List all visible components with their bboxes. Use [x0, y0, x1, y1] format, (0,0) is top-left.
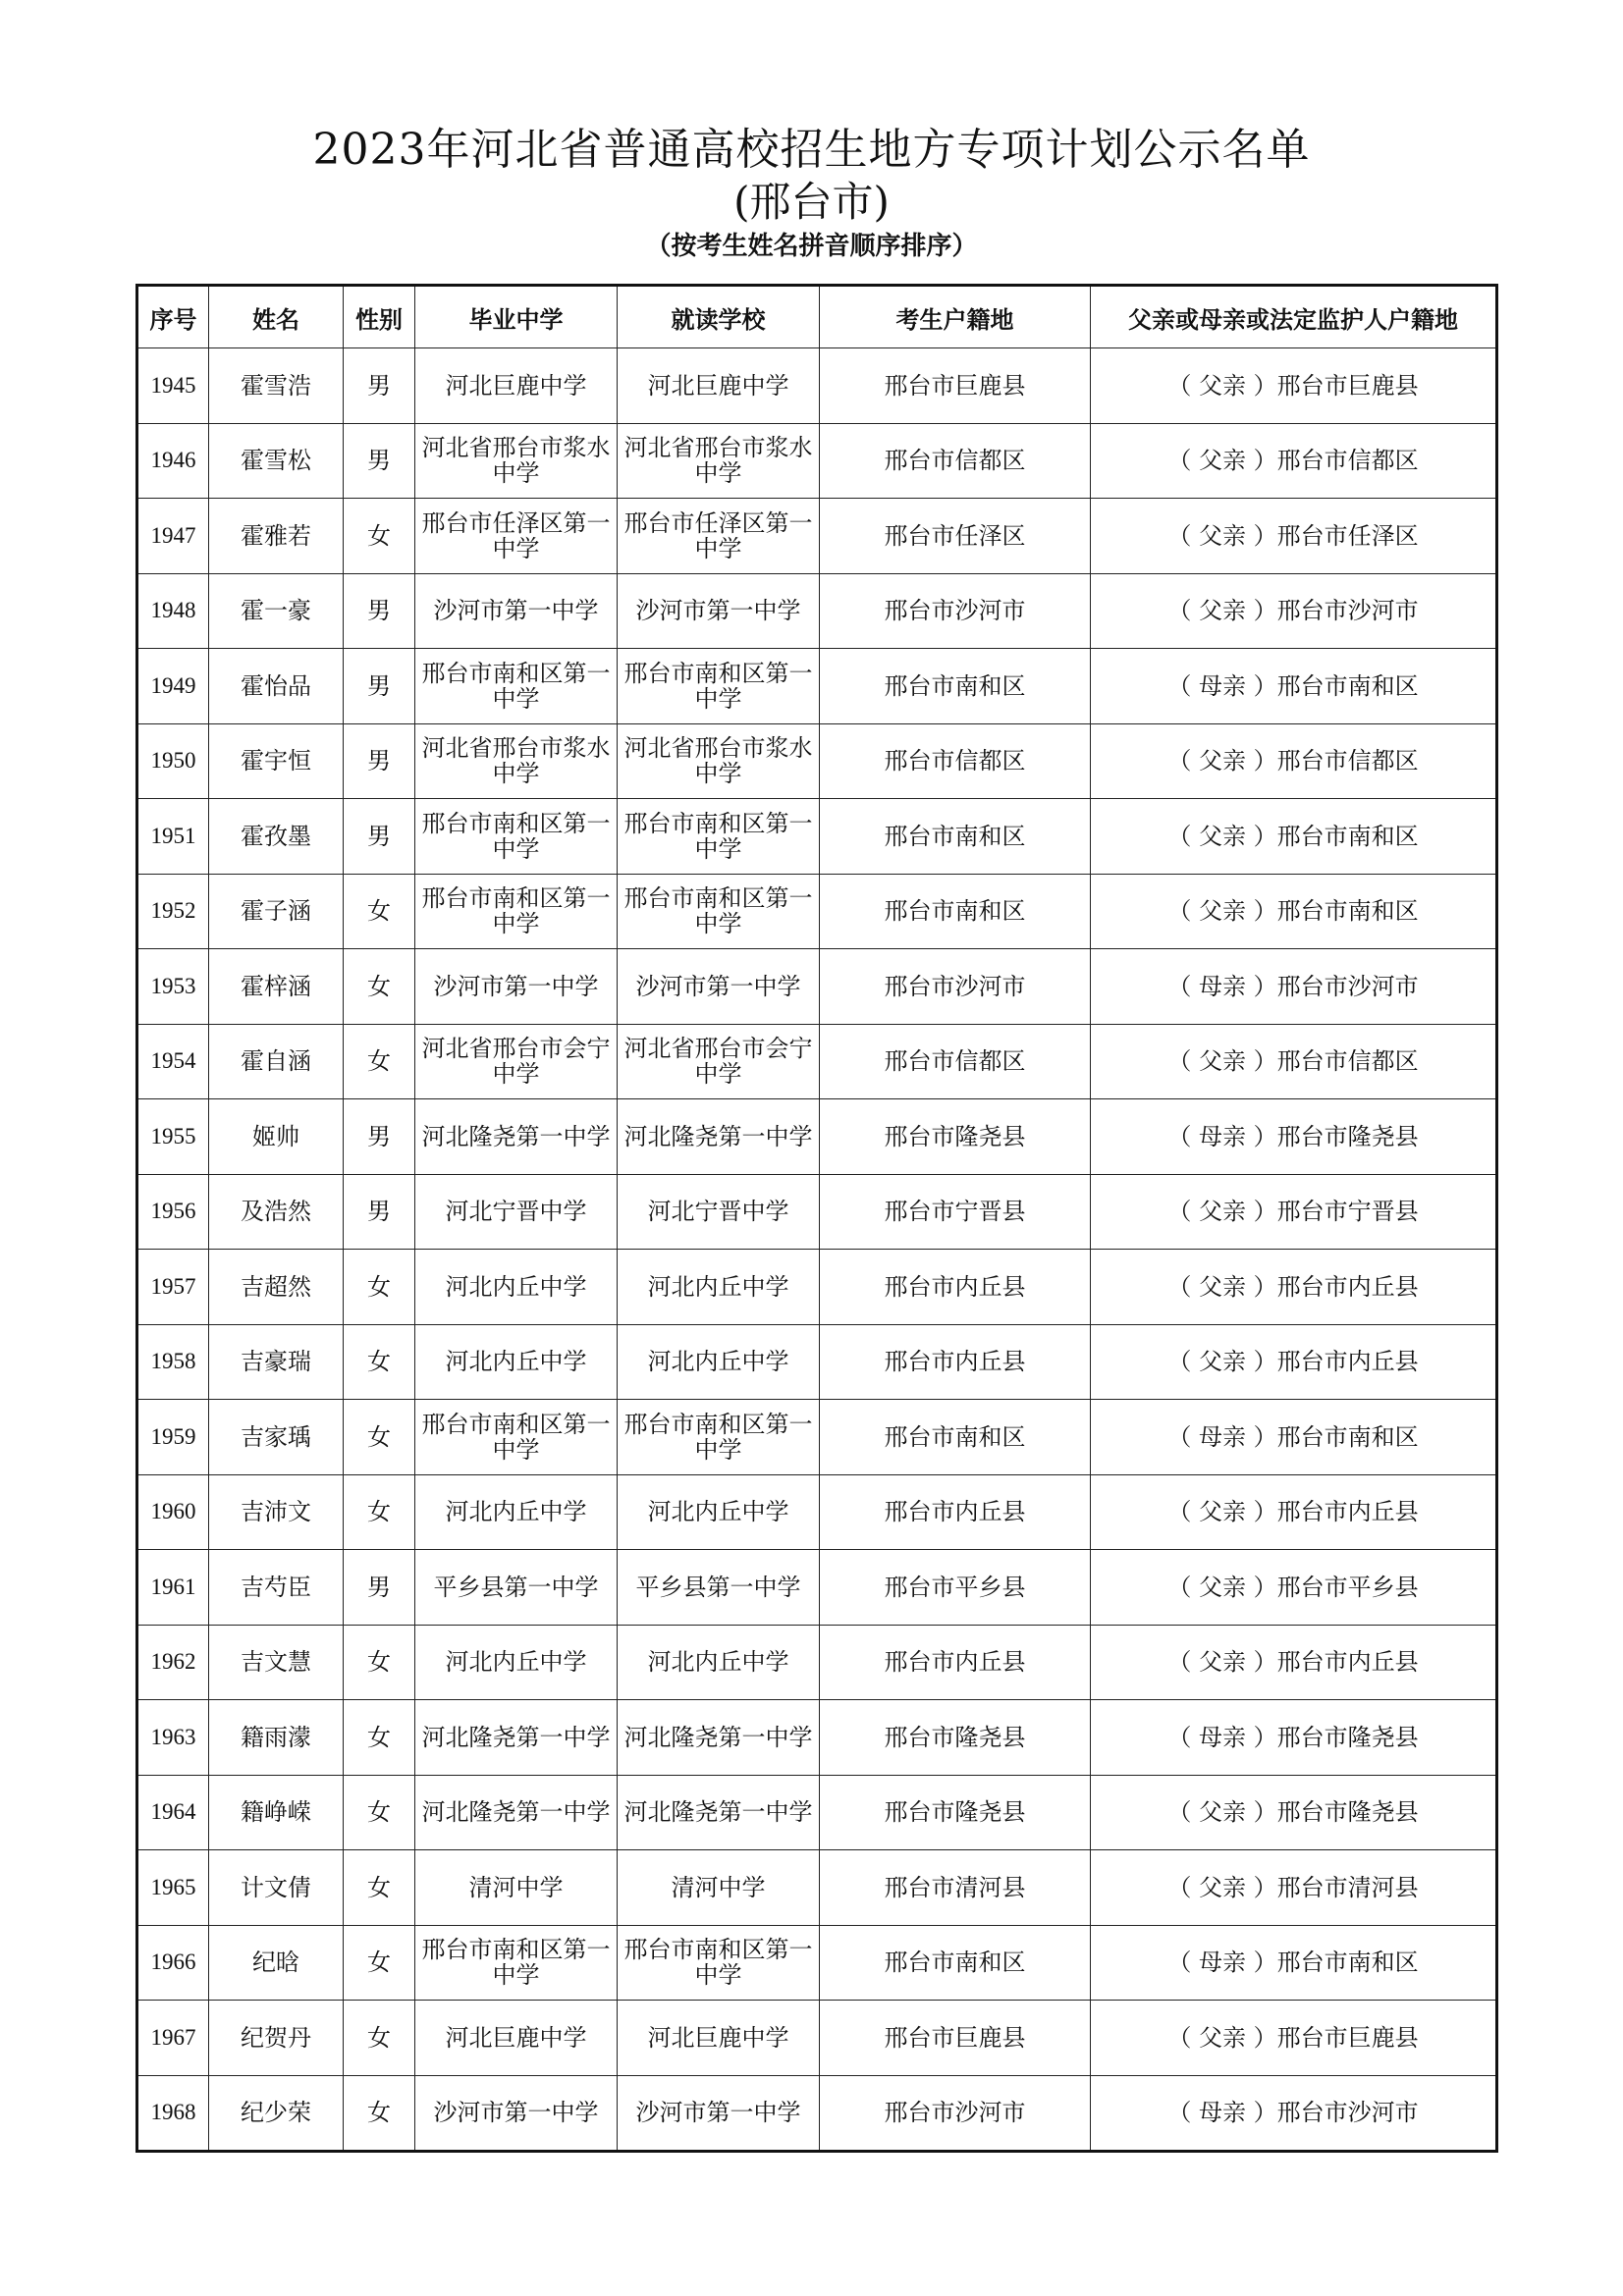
cell-gender: 男 — [344, 723, 415, 799]
cell-parent-hukou: （ 父亲 ）邢台市信都区 — [1091, 423, 1497, 499]
cell-name: 霍孜墨 — [209, 799, 344, 875]
cell-name: 及浩然 — [209, 1174, 344, 1250]
cell-graduated-school: 邢台市南和区第一中学 — [415, 1400, 618, 1475]
table-row — [137, 649, 1497, 724]
cell-graduated-school: 河北巨鹿中学 — [415, 348, 618, 424]
cell-current-school: 河北内丘中学 — [618, 1474, 820, 1550]
cell-no: 1945 — [137, 348, 209, 424]
cell-gender: 女 — [344, 874, 415, 949]
page-subtitle: (邢台市) — [733, 178, 890, 226]
cell-parent-hukou: （ 父亲 ）邢台市南和区 — [1091, 799, 1497, 875]
table-row — [137, 1925, 1497, 2001]
table-row — [137, 2075, 1497, 2152]
cell-hukou: 邢台市内丘县 — [820, 1250, 1091, 1325]
cell-no: 1951 — [137, 799, 209, 875]
cell-no: 1947 — [137, 499, 209, 574]
cell-hukou: 邢台市信都区 — [820, 1024, 1091, 1099]
table-row — [137, 499, 1497, 574]
cell-parent-hukou: （ 父亲 ）邢台市信都区 — [1091, 723, 1497, 799]
cell-hukou: 邢台市隆尧县 — [820, 1775, 1091, 1850]
cell-hukou: 邢台市清河县 — [820, 1850, 1091, 1926]
table-row — [137, 1250, 1497, 1325]
table-row — [137, 1174, 1497, 1250]
cell-name: 纪少荣 — [209, 2075, 344, 2152]
header-hukou: 考生户籍地 — [820, 286, 1091, 348]
cell-name: 吉芍臣 — [209, 1550, 344, 1626]
cell-no: 1953 — [137, 949, 209, 1025]
table-row — [137, 348, 1497, 424]
cell-gender: 女 — [344, 1324, 415, 1400]
cell-gender: 男 — [344, 573, 415, 649]
cell-gender: 女 — [344, 1925, 415, 2001]
cell-hukou: 邢台市内丘县 — [820, 1625, 1091, 1700]
header-graduated-school: 毕业中学 — [415, 286, 618, 348]
table-row — [137, 573, 1497, 649]
cell-hukou: 邢台市隆尧县 — [820, 1099, 1091, 1175]
cell-gender: 女 — [344, 1850, 415, 1926]
table-row — [137, 799, 1497, 875]
cell-hukou: 邢台市南和区 — [820, 874, 1091, 949]
cell-no: 1967 — [137, 2001, 209, 2076]
cell-hukou: 邢台市平乡县 — [820, 1550, 1091, 1626]
cell-current-school: 邢台市任泽区第一中学 — [618, 499, 820, 574]
cell-no: 1955 — [137, 1099, 209, 1175]
cell-name: 霍自涵 — [209, 1024, 344, 1099]
cell-gender: 男 — [344, 1550, 415, 1626]
cell-name: 吉家瑀 — [209, 1400, 344, 1475]
table-row — [137, 1474, 1497, 1550]
cell-parent-hukou: （ 父亲 ）邢台市南和区 — [1091, 874, 1497, 949]
cell-current-school: 河北隆尧第一中学 — [618, 1099, 820, 1175]
cell-no: 1946 — [137, 423, 209, 499]
cell-current-school: 河北宁晋中学 — [618, 1174, 820, 1250]
cell-parent-hukou: （ 父亲 ）邢台市任泽区 — [1091, 499, 1497, 574]
cell-no: 1964 — [137, 1775, 209, 1850]
cell-no: 1956 — [137, 1174, 209, 1250]
table-row — [137, 1324, 1497, 1400]
cell-gender: 女 — [344, 1250, 415, 1325]
cell-graduated-school: 河北省邢台市浆水中学 — [415, 423, 618, 499]
cell-name: 籍雨濛 — [209, 1700, 344, 1776]
cell-parent-hukou: （ 父亲 ）邢台市内丘县 — [1091, 1474, 1497, 1550]
table-row — [137, 1024, 1497, 1099]
header-parent-hukou: 父亲或母亲或法定监护人户籍地 — [1091, 286, 1497, 348]
candidate-table — [135, 284, 1498, 2153]
cell-no: 1965 — [137, 1850, 209, 1926]
table-row — [137, 874, 1497, 949]
cell-graduated-school: 河北隆尧第一中学 — [415, 1099, 618, 1175]
sort-note: （按考生姓名拼音顺序排序） — [645, 232, 978, 261]
cell-no: 1963 — [137, 1700, 209, 1776]
cell-no: 1959 — [137, 1400, 209, 1475]
cell-current-school: 河北隆尧第一中学 — [618, 1775, 820, 1850]
cell-parent-hukou: （ 父亲 ）邢台市巨鹿县 — [1091, 348, 1497, 424]
cell-hukou: 邢台市信都区 — [820, 423, 1091, 499]
cell-parent-hukou: （ 父亲 ）邢台市隆尧县 — [1091, 1775, 1497, 1850]
cell-gender: 女 — [344, 2001, 415, 2076]
cell-parent-hukou: （ 母亲 ）邢台市隆尧县 — [1091, 1099, 1497, 1175]
cell-hukou: 邢台市信都区 — [820, 723, 1091, 799]
cell-no: 1949 — [137, 649, 209, 724]
cell-no: 1952 — [137, 874, 209, 949]
cell-no: 1966 — [137, 1925, 209, 2001]
cell-hukou: 邢台市隆尧县 — [820, 1700, 1091, 1776]
cell-parent-hukou: （ 母亲 ）邢台市隆尧县 — [1091, 1700, 1497, 1776]
cell-gender: 女 — [344, 1400, 415, 1475]
cell-no: 1962 — [137, 1625, 209, 1700]
cell-gender: 女 — [344, 1625, 415, 1700]
cell-graduated-school: 清河中学 — [415, 1850, 618, 1926]
page-title: 2023年河北省普通高校招生地方专项计划公示名单 — [312, 125, 1311, 175]
cell-current-school: 河北省邢台市浆水中学 — [618, 423, 820, 499]
cell-graduated-school: 河北省邢台市会宁中学 — [415, 1024, 618, 1099]
cell-parent-hukou: （ 父亲 ）邢台市平乡县 — [1091, 1550, 1497, 1626]
table-header-row — [137, 286, 1497, 348]
cell-current-school: 邢台市南和区第一中学 — [618, 799, 820, 875]
cell-gender: 男 — [344, 348, 415, 424]
cell-graduated-school: 邢台市任泽区第一中学 — [415, 499, 618, 574]
cell-no: 1968 — [137, 2075, 209, 2152]
cell-current-school: 沙河市第一中学 — [618, 2075, 820, 2152]
cell-name: 霍怡品 — [209, 649, 344, 724]
cell-parent-hukou: （ 父亲 ）邢台市内丘县 — [1091, 1324, 1497, 1400]
cell-current-school: 邢台市南和区第一中学 — [618, 649, 820, 724]
cell-hukou: 邢台市南和区 — [820, 1925, 1091, 2001]
cell-graduated-school: 平乡县第一中学 — [415, 1550, 618, 1626]
cell-hukou: 邢台市南和区 — [820, 799, 1091, 875]
header-gender: 性别 — [344, 286, 415, 348]
cell-parent-hukou: （ 母亲 ）邢台市沙河市 — [1091, 949, 1497, 1025]
table-row — [137, 2001, 1497, 2076]
cell-hukou: 邢台市内丘县 — [820, 1474, 1091, 1550]
table-row — [137, 1775, 1497, 1850]
cell-name: 霍雅若 — [209, 499, 344, 574]
cell-graduated-school: 邢台市南和区第一中学 — [415, 799, 618, 875]
cell-name: 霍子涵 — [209, 874, 344, 949]
cell-hukou: 邢台市巨鹿县 — [820, 348, 1091, 424]
header-name: 姓名 — [209, 286, 344, 348]
cell-parent-hukou: （ 母亲 ）邢台市南和区 — [1091, 649, 1497, 724]
table-row — [137, 1400, 1497, 1475]
cell-graduated-school: 河北隆尧第一中学 — [415, 1775, 618, 1850]
cell-graduated-school: 沙河市第一中学 — [415, 949, 618, 1025]
cell-gender: 男 — [344, 1099, 415, 1175]
table-row — [137, 949, 1497, 1025]
cell-hukou: 邢台市南和区 — [820, 649, 1091, 724]
table-row — [137, 423, 1497, 499]
cell-hukou: 邢台市任泽区 — [820, 499, 1091, 574]
cell-current-school: 河北内丘中学 — [618, 1625, 820, 1700]
cell-name: 吉文慧 — [209, 1625, 344, 1700]
cell-parent-hukou: （ 父亲 ）邢台市内丘县 — [1091, 1625, 1497, 1700]
cell-graduated-school: 河北内丘中学 — [415, 1324, 618, 1400]
cell-parent-hukou: （ 母亲 ）邢台市南和区 — [1091, 1925, 1497, 2001]
cell-hukou: 邢台市沙河市 — [820, 949, 1091, 1025]
cell-no: 1958 — [137, 1324, 209, 1400]
cell-hukou: 邢台市巨鹿县 — [820, 2001, 1091, 2076]
cell-graduated-school: 邢台市南和区第一中学 — [415, 874, 618, 949]
cell-no: 1961 — [137, 1550, 209, 1626]
cell-hukou: 邢台市沙河市 — [820, 573, 1091, 649]
cell-name: 姬帅 — [209, 1099, 344, 1175]
cell-graduated-school: 沙河市第一中学 — [415, 573, 618, 649]
cell-parent-hukou: （ 父亲 ）邢台市内丘县 — [1091, 1250, 1497, 1325]
cell-name: 霍一豪 — [209, 573, 344, 649]
cell-current-school: 河北隆尧第一中学 — [618, 1700, 820, 1776]
cell-no: 1957 — [137, 1250, 209, 1325]
table-row — [137, 1700, 1497, 1776]
cell-parent-hukou: （ 父亲 ）邢台市宁晋县 — [1091, 1174, 1497, 1250]
cell-parent-hukou: （ 母亲 ）邢台市南和区 — [1091, 1400, 1497, 1475]
table-row — [137, 1550, 1497, 1626]
cell-parent-hukou: （ 父亲 ）邢台市清河县 — [1091, 1850, 1497, 1926]
cell-name: 吉超然 — [209, 1250, 344, 1325]
cell-gender: 男 — [344, 1174, 415, 1250]
cell-graduated-school: 邢台市南和区第一中学 — [415, 649, 618, 724]
table-body — [137, 348, 1497, 2152]
cell-no: 1954 — [137, 1024, 209, 1099]
cell-name: 吉沛文 — [209, 1474, 344, 1550]
table-row — [137, 1625, 1497, 1700]
cell-graduated-school: 河北内丘中学 — [415, 1250, 618, 1325]
cell-graduated-school: 河北巨鹿中学 — [415, 2001, 618, 2076]
cell-parent-hukou: （ 母亲 ）邢台市沙河市 — [1091, 2075, 1497, 2152]
cell-current-school: 沙河市第一中学 — [618, 573, 820, 649]
cell-gender: 女 — [344, 499, 415, 574]
cell-current-school: 沙河市第一中学 — [618, 949, 820, 1025]
table-row — [137, 1099, 1497, 1175]
cell-hukou: 邢台市沙河市 — [820, 2075, 1091, 2152]
cell-name: 霍雪松 — [209, 423, 344, 499]
header-no: 序号 — [137, 286, 209, 348]
cell-hukou: 邢台市内丘县 — [820, 1324, 1091, 1400]
cell-name: 纪贺丹 — [209, 2001, 344, 2076]
cell-name: 霍雪浩 — [209, 348, 344, 424]
cell-name: 霍梓涵 — [209, 949, 344, 1025]
cell-gender: 男 — [344, 649, 415, 724]
cell-gender: 女 — [344, 1775, 415, 1850]
cell-no: 1950 — [137, 723, 209, 799]
cell-graduated-school: 河北隆尧第一中学 — [415, 1700, 618, 1776]
cell-gender: 女 — [344, 1024, 415, 1099]
cell-parent-hukou: （ 父亲 ）邢台市信都区 — [1091, 1024, 1497, 1099]
cell-gender: 男 — [344, 799, 415, 875]
cell-parent-hukou: （ 父亲 ）邢台市巨鹿县 — [1091, 2001, 1497, 2076]
cell-parent-hukou: （ 父亲 ）邢台市沙河市 — [1091, 573, 1497, 649]
cell-current-school: 河北巨鹿中学 — [618, 2001, 820, 2076]
cell-name: 计文倩 — [209, 1850, 344, 1926]
header-current-school: 就读学校 — [618, 286, 820, 348]
cell-current-school: 邢台市南和区第一中学 — [618, 1400, 820, 1475]
cell-graduated-school: 河北内丘中学 — [415, 1625, 618, 1700]
cell-graduated-school: 河北省邢台市浆水中学 — [415, 723, 618, 799]
cell-gender: 女 — [344, 949, 415, 1025]
cell-gender: 女 — [344, 1474, 415, 1550]
cell-graduated-school: 邢台市南和区第一中学 — [415, 1925, 618, 2001]
cell-current-school: 清河中学 — [618, 1850, 820, 1926]
cell-name: 籍峥嵘 — [209, 1775, 344, 1850]
cell-current-school: 平乡县第一中学 — [618, 1550, 820, 1626]
cell-no: 1960 — [137, 1474, 209, 1550]
cell-name: 吉豪瑞 — [209, 1324, 344, 1400]
cell-no: 1948 — [137, 573, 209, 649]
cell-graduated-school: 河北宁晋中学 — [415, 1174, 618, 1250]
table-row — [137, 1850, 1497, 1926]
cell-current-school: 河北巨鹿中学 — [618, 348, 820, 424]
cell-gender: 女 — [344, 2075, 415, 2152]
cell-gender: 男 — [344, 423, 415, 499]
cell-graduated-school: 沙河市第一中学 — [415, 2075, 618, 2152]
cell-hukou: 邢台市宁晋县 — [820, 1174, 1091, 1250]
cell-current-school: 河北省邢台市浆水中学 — [618, 723, 820, 799]
cell-current-school: 邢台市南和区第一中学 — [618, 874, 820, 949]
cell-hukou: 邢台市南和区 — [820, 1400, 1091, 1475]
cell-graduated-school: 河北内丘中学 — [415, 1474, 618, 1550]
cell-name: 纪晗 — [209, 1925, 344, 2001]
cell-gender: 女 — [344, 1700, 415, 1776]
cell-name: 霍宇恒 — [209, 723, 344, 799]
table-row — [137, 723, 1497, 799]
cell-current-school: 河北省邢台市会宁中学 — [618, 1024, 820, 1099]
cell-current-school: 河北内丘中学 — [618, 1250, 820, 1325]
cell-current-school: 河北内丘中学 — [618, 1324, 820, 1400]
cell-current-school: 邢台市南和区第一中学 — [618, 1925, 820, 2001]
